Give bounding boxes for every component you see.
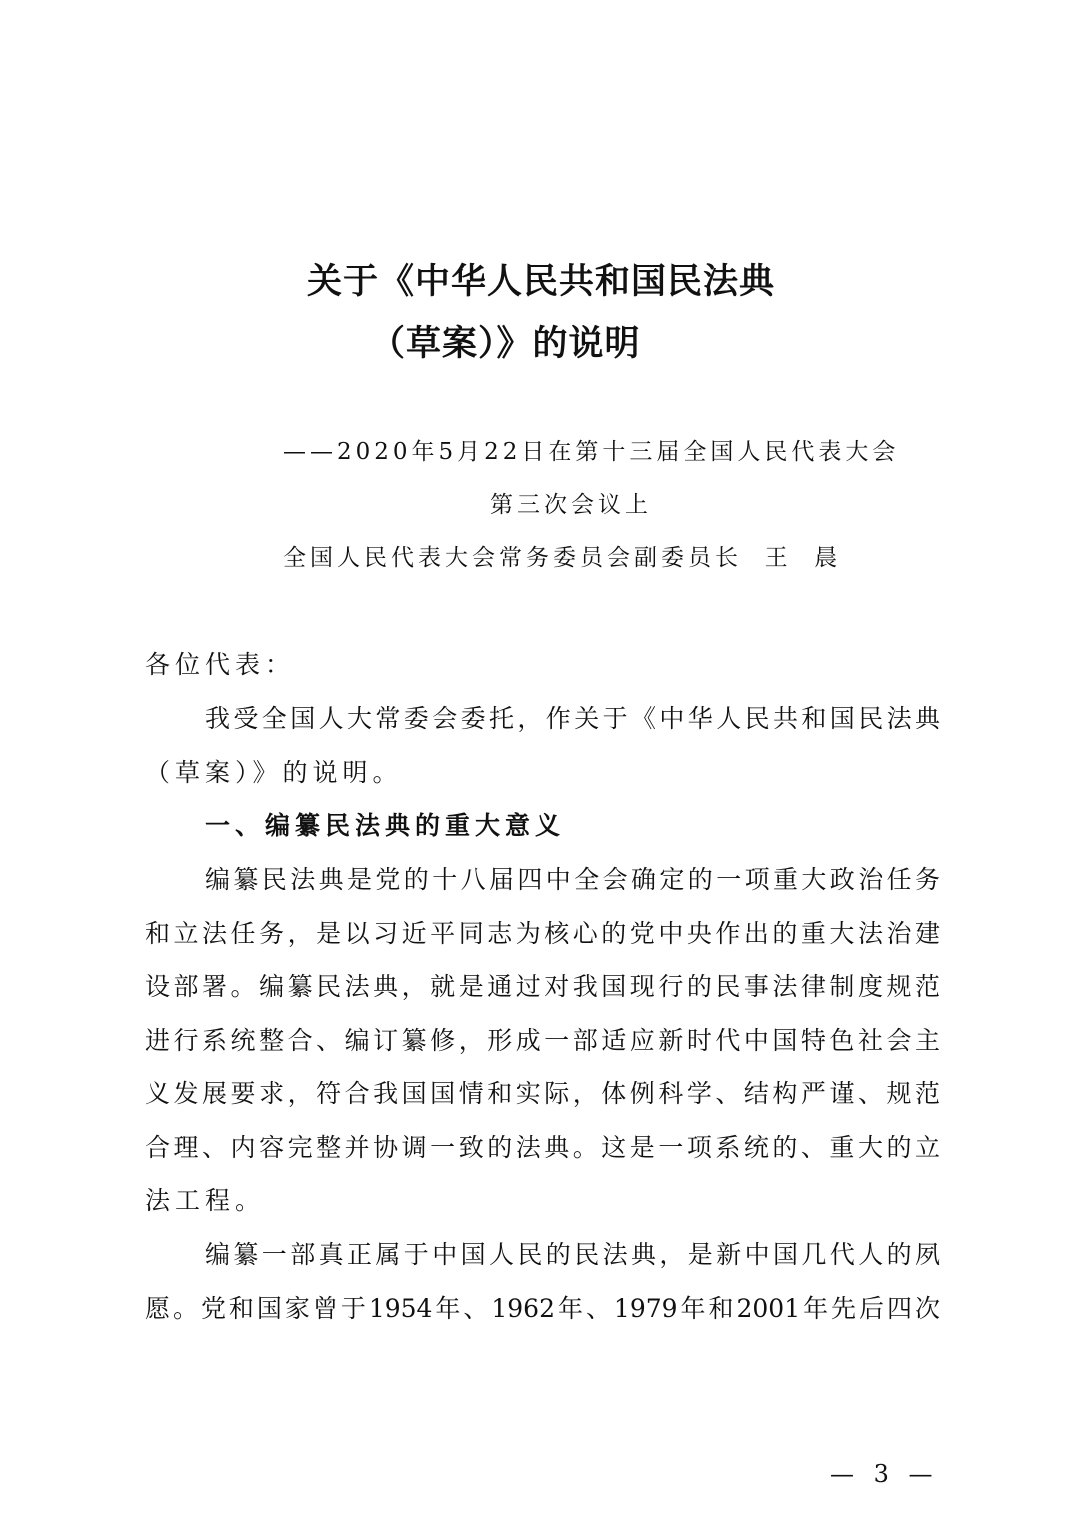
document-title-line-2: （草案）》的说明 (370, 324, 641, 364)
paragraph-line: 编纂一部真正属于中国人民的民法典，是新中国几代人的夙 (205, 1240, 940, 1269)
section-heading: 一、编纂民法典的重大意义 (205, 811, 566, 840)
intro-line: （草案）》的说明。 (145, 758, 403, 787)
subtitle-speaker-line: 全国人民代表大会常务委员会副委员长 王 晨 (283, 545, 842, 571)
subtitle-date-line: ——2020年5月22日在第十三届全国人民代表大会 (283, 439, 900, 465)
paragraph-line: 合理、内容完整并协调一致的法典。这是一项系统的、重大的立 (145, 1133, 940, 1162)
paragraph-line: 进行系统整合、编订纂修，形成一部适应新时代中国特色社会主 (145, 1026, 940, 1055)
salutation: 各位代表： (145, 650, 296, 679)
paragraph-line: 法工程。 (145, 1186, 266, 1215)
paragraph-line: 和立法任务，是以习近平同志为核心的党中央作出的重大法治建 (145, 919, 940, 948)
paragraph-line: 愿。党和国家曾于1954年、1962年、1979年和2001年先后四次 (145, 1294, 940, 1323)
intro-line: 我受全国人大常委会委托，作关于《中华人民共和国民法典 (205, 704, 940, 733)
subtitle-session-line: 第三次会议上 (490, 492, 652, 518)
page-number: — 3 — (830, 1460, 939, 1488)
paragraph-line: 义发展要求，符合我国国情和实际，体例科学、结构严谨、规范 (145, 1079, 940, 1108)
paragraph-line: 设部署。编纂民法典，就是通过对我国现行的民事法律制度规范 (145, 972, 940, 1001)
paragraph-line: 编纂民法典是党的十八届四中全会确定的一项重大政治任务 (205, 865, 940, 894)
document-title-line-1: 关于《中华人民共和国民法典 (307, 262, 776, 302)
